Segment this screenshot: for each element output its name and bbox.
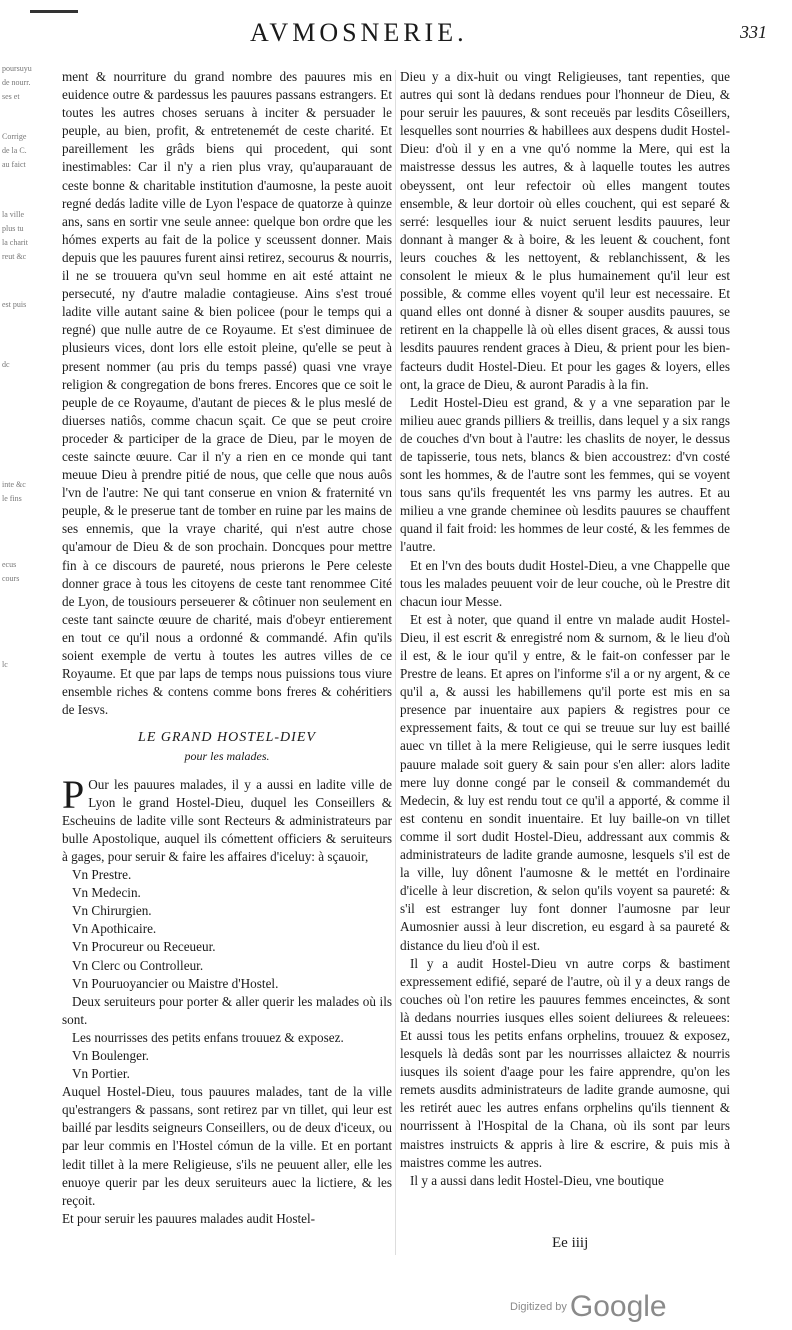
column-divider (395, 70, 396, 1255)
right-column (400, 68, 730, 1190)
staff-item: Vn Clerc ou Controlleur. (72, 957, 204, 973)
servants-line: Deux seruiteurs pour porter & aller querir les malades où ils sont. (62, 993, 392, 1027)
staff-item: Vn Portier. (72, 1066, 130, 1082)
staff-item: Vn Apothicaire. (72, 921, 157, 937)
margin-note: cours (2, 574, 20, 583)
staff-item: Vn Procureur ou Receueur. (72, 939, 216, 955)
margin-note: inte &c (2, 480, 26, 489)
signature-mark: Ee iiij (552, 1235, 589, 1251)
staff-item: Vn Pouruoyancier ou Maistre d'Hostel. (72, 975, 279, 991)
body-paragraph: Ledit Hostel-Dieu est grand, & y a vne separation par le milieu auec grands pilliers & treillis, dans lequel y a six rangs de couches d'vn bout à l'autre: les chaslits de noyer, le dessus de tapisserie, tous nets, blancs & bien accoustrez: d'vn costé sont les hommes, & de l'autre sont les femmes, qui se voyent tous sans qu'ils frequentét les vns parmy les autres. Et au milieu a vne grande cheminee où lesdits pauures se chauffent quand il fait froid: les hommes de leur costé, & les femmes de l'autre. (400, 394, 730, 555)
body-paragraph: Et est à noter, que quand il entre vn malade audit Hostel-Dieu, il est escrit & enregistré nom & surnom, & le lieu d'où il est, & le iour qu'il y entre, & le fait-on confesser par le Prestre de leans. Et apres on l'informe s'il a or ny argent, & ce qu'il a, & aussi les habillemens qu'il porte est mis en sa presence par inuentaire aux papiers & registres pour ce expressement faits, & tout ce qui se treuue sur luy est baillé auec vn tillet à la mere Religieuse, qui le serre iusques ledit pauure malade soit guery & sain pour s'en aller: alors ladite mere luy donne congé par le conseil & commandemét du Medecin, & luy est rendu tout ce qu'il a apporté, & comme il est contenu en sondit inuentaire. Et luy baille-on vn tillet comme il sort dudit Hostel-Dieu, addressant aux commis & administrateurs de ladite grande aumosne, lesquels s'il est de la ville, luy dônent l'aumosne & le mettét en l'ordinaire d'icelle à leur discretion, & selon qu'ils voyent sa paureté: & s'il est estranger luy font donner l'aumosne par leur Aumosnier aussi à leur discretion, eu esgard à sa paureté & distance du lieu d'où il est. (400, 611, 730, 953)
page-number: 331 (740, 22, 767, 42)
body-paragraph: Et en l'vn des bouts dudit Hostel-Dieu, a vne Chappelle que tous les malades peuuent voir de leur couche, où le Prestre dit chacun iour Messe. (400, 557, 730, 609)
drop-cap: P (62, 771, 85, 817)
margin-note: poursuyu (2, 64, 32, 73)
margin-note: lc (2, 660, 8, 669)
margin-note: dc (2, 360, 10, 369)
margin-note: la charit (2, 238, 28, 247)
margin-note: ecus (2, 560, 17, 569)
body-paragraph: Il y a aussi dans ledit Hostel-Dieu, vne boutique (410, 1172, 664, 1188)
section-subtitle: pour les malades. (184, 749, 270, 764)
section-title: LE GRAND HOSTEL-DIEV (138, 730, 316, 746)
nurses-line: Les nourrisses des petits enfans trouuez & exposez. (72, 1029, 344, 1045)
body-paragraph: Il y a audit Hostel-Dieu vn autre corps & bastiment expressement edifié, separé de l'autre, où il y a deux rangs de couches où l'on retire les pauures femmes enceinctes, & sont là dedans nourries iusques elles soient deliurees & releuees: Et aussi tous les petits enfans orphelins, trouuez & exposez, lesquels là dedâs sont par les nourrisses allaictez & nourris iusques ils soient d'aage pour les faire apprendre, qu'on les remets ausdits administrateurs de ladite grande aumosne, qui les retirét auec les autres enfans orphelins qu'ils tiennent & nourrissent à l'Hospital de la Chana, où ils sont par leurs maistres instruicts & appris à lire & escrire, & puis mis à maistres comme les autres. (400, 955, 730, 1170)
section-intro-paragraph (62, 771, 392, 866)
left-margin-bleed (0, 60, 32, 760)
body-paragraph: ment & nourriture du grand nombre des pauures mis en euidence outre & pardessus les pauures passans estrangers. Et toutes les autres choses seruans à inciter & persuader le peuple, au bien, profit, & entretenemét de ceste charité. Et pareillement les grâds biens qui procedent, qui sont inestimables: Car il n'y a rien plus vray, qu'auparauant de ceste bonne & charitable institution d'aumosne, la peste auoit regné dedás ladite ville de Lyon l'espace de quatorze à quinze ans, sans en sortir vne seule annee: quelque bon ordre que les hómes experts au fait de la police y sceussent donner. Mais depuis que les pauures furent ainsi retirez, secourus & nourris, il ne se trouuera qu'vn seul homme en ait esté attaint ne persecuté, ny d'autre maladie contagieuse. Ains s'est troué ladite ville autant saine & bien policee (pour le temps qui a regné) que nulle autre de ce Royaume. Et s'est diminuee de plusieurs vices, dont lors elle estoit pleine, qu'elle se peut à present nommer (au pris du temps passé) quasi vne vraye religion & congregation de bons freres. Encores que ce soit le peuple de ce Royaume, d'autant de pieces & le plus meslé de diuerses natiôs, comme chacun sçait. Ce que se peut croire proceder & participer de la grace de Dieu, par le moyen de ceste saincte œuure. Car il n'y a rien en ce monde qui tant meuue Dieu à prendre pitié de nous, que celle que nous auôs l'vn de l'autre: Ne qui tant conserue en vnion & fraternité vn peuple, & le preserue tant de tomber en ruine par les mains de ses ennemis, que la vraye charité, qui n'est autre chose qu'amour de Dieu & de son prochain. Doncques pour mettre fin à ce discours de paureté, nous prierons le Pere celeste donner grace à tous les citoyens de ceste tant renommee Cité de Lyon, de tousiours perseuerer & côtinuer non seulement en ceste tant saincte œuure de charité, mais d'obeyr entierement en tout ce qu'il nous a ordonné & commandé. Afin qu'ils soient exemple de vertu à toutes les autres villes de ce Royaume. Et que par laps de temps nous puissions tous viure ensemble riches & contens comme bons freres & cohéritiers de Iesvs. (62, 69, 392, 718)
staff-item: Vn Boulenger. (72, 1047, 149, 1063)
body-paragraph: Dieu y a dix-huit ou vingt Religieuses, tant repenties, que autres qui sont là dedans rendues pour l'honneur de Dieu, & pour seruir les pauures, & sont receuës par lesdits Côseillers, lesquelles sont nourries & habillees aux despens dudit Hostel-Dieu: d'où il y en a vne qu'ó nomme la Mere, qui est la maistresse dessus les autres, & à laquelle toutes les autres obeyssent, ont leur refectoir où elles mangent toutes ensemble, & leur dortoir où elles couchent, qui est separé & serré: lesquelles iour & nuict seruent lesdits pauures, leur donnant à manger & à boire, & les leuent & couchent, font leurs couches & les nettoyent, & reblanchissent, & les consolent le mieux & le plus humainement qu'il leur est possible, & comme elles voyent qu'il leur est necessaire. Et quand elles ont donné à disner & souper ausdits pauures, se retirent en la chappelle là où elles disent graces, & aussi tous lesdits pauures rendent graces à Dieu, & prient pour les bien-facteurs dudit Hostel-Dieu. Et pour les gages & loyers, elles ont, la grace de Dieu, & auront Paradis à la fin. (400, 69, 730, 392)
body-paragraph: Et pour seruir les pauures malades audit Hostel- (62, 1210, 316, 1226)
watermark-logo: Google (569, 1290, 667, 1323)
margin-note: est puis (2, 300, 27, 309)
watermark-prefix: Digitized by (510, 1301, 567, 1313)
staff-item: Vn Chirurgien. (72, 903, 152, 919)
margin-note: la ville (2, 210, 24, 219)
margin-note: Corrige (2, 132, 27, 141)
top-rule-mark (30, 10, 78, 13)
margin-note: plus tu (2, 224, 24, 233)
staff-item: Vn Prestre. (72, 867, 132, 883)
running-header (0, 18, 792, 58)
body-paragraph: Auquel Hostel-Dieu, tous pauures malades, tant de la ville qu'estrangers & passans, sont retirez par vn tillet, qui leur est baillé par lesdits seigneurs Conseillers, ou de deux d'iceux, ou par leur commis en l'Hostel cómun de la ville. Et en portant ledit tillet à la mere Religieuse, s'ils ne peuuent aller, elle les enuoye querir par les deux seruiteurs auec la lictiere, & les reçoit. (62, 1084, 392, 1208)
section-intro-text: Our les pauures malades, il y a aussi en ladite ville de Lyon le grand Hostel-Dieu, duquel les Conseillers & Escheuins de ladite ville sont Recteurs & administrateurs par bulle Apostolique, auquel ils cómettent officiers & seruiteurs à gages, pour seruir & faire les affaires d'iceluy: à sçauoir, (62, 776, 392, 864)
margin-note: au faict (2, 160, 26, 169)
margin-note: reut &c (2, 252, 27, 261)
margin-note: de la C. (2, 146, 27, 155)
digitized-watermark (510, 1290, 667, 1324)
left-column (62, 68, 392, 1228)
margin-note: ses et (2, 92, 20, 101)
staff-item: Vn Medecin. (72, 885, 141, 901)
running-title: AVMOSNERIE. (250, 18, 468, 47)
margin-note: de nourr. (2, 78, 31, 87)
margin-note: le fins (2, 494, 22, 503)
